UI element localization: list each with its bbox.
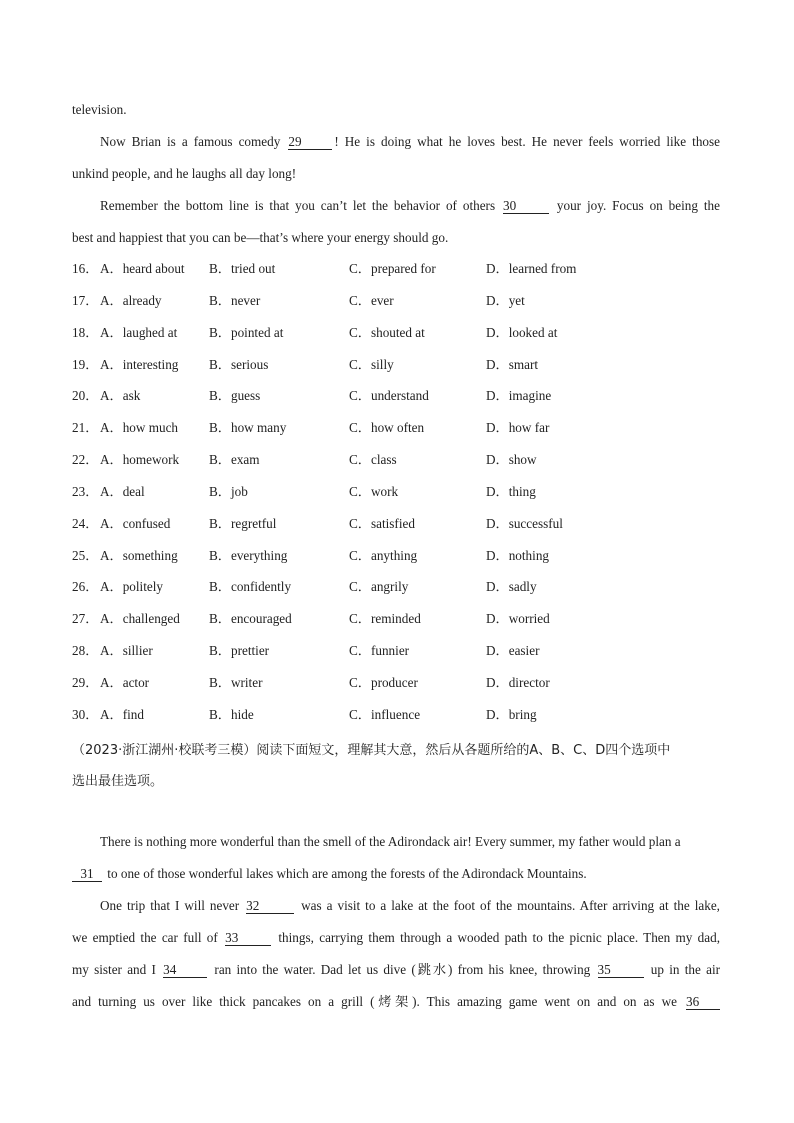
passage-line	[72, 993, 720, 1011]
passage-text: we emptied the car full of	[72, 930, 218, 945]
option-b: B．exam	[209, 452, 260, 468]
passage-text: was a visit to a lake at the foot of the mountains. After arriving at the lake,	[301, 898, 720, 913]
option-d: D．thing	[486, 483, 536, 499]
blank-33: 33	[225, 930, 271, 946]
option-b: B．hide	[209, 706, 254, 722]
question-number: 25．	[72, 547, 99, 563]
option-row	[72, 547, 720, 579]
passage-line: best and happiest that you can be—that’s where your energy should go.	[72, 230, 449, 245]
option-b: B．never	[209, 292, 261, 308]
passage-line: There is nothing more wonderful than the smell of the Adirondack air! Every summer, my father would plan a	[100, 834, 681, 849]
question-number: 17．	[72, 292, 99, 308]
option-d: D．yet	[486, 292, 525, 308]
option-row	[72, 674, 720, 706]
option-c: C．understand	[349, 388, 429, 404]
option-c: C．satisfied	[349, 515, 415, 531]
passage-line	[100, 133, 720, 151]
option-b: B．how many	[209, 420, 287, 436]
option-d: D．worried	[486, 611, 550, 627]
passage-text: your joy. Focus on being the	[556, 198, 720, 213]
option-a: A．laughed at	[100, 324, 178, 340]
option-b: B．pointed at	[209, 324, 284, 340]
option-c: C．anything	[349, 547, 418, 563]
blank-34: 34	[163, 962, 207, 978]
option-c: C．prepared for	[349, 261, 436, 276]
option-a: A．heard about	[100, 261, 185, 276]
option-a: A．something	[100, 547, 178, 563]
option-c: C．funnier	[349, 643, 410, 659]
option-d: D．director	[486, 674, 550, 690]
blank-35: 35	[598, 962, 644, 978]
option-b: B．guess	[209, 388, 261, 404]
question-number: 21．	[72, 420, 99, 436]
passage-line	[100, 197, 720, 215]
option-b: B．regretful	[209, 515, 277, 531]
option-c: C．class	[349, 452, 397, 468]
option-c: C．angrily	[349, 579, 409, 595]
option-row	[72, 292, 720, 324]
option-b: B．prettier	[209, 643, 270, 659]
passage-text: my sister and I	[72, 962, 156, 977]
option-row	[72, 610, 720, 642]
option-row	[72, 706, 720, 738]
option-d: D．smart	[486, 356, 539, 372]
option-c: C．shouted at	[349, 324, 425, 340]
option-b: B．confidently	[209, 579, 292, 595]
option-c: C．silly	[349, 356, 394, 372]
option-d: D．sadly	[486, 579, 537, 595]
option-row	[72, 356, 720, 388]
question-number: 20．	[72, 388, 99, 404]
option-a: A．already	[100, 292, 162, 308]
option-b: B．everything	[209, 547, 288, 563]
passage-text: up in the air	[650, 962, 721, 977]
section-heading: （2023·浙江湖州·校联考三模）阅读下面短文，理解其大意，然后从各题所给的A、B、C、D四个选项中	[72, 743, 671, 758]
options-list	[72, 260, 720, 738]
option-a: A．sillier	[100, 643, 153, 659]
question-number: 16．	[72, 261, 99, 276]
option-a: A．actor	[100, 674, 150, 690]
section-heading: 选出最佳选项。	[72, 774, 164, 789]
passage-line: unkind people, and he laughs all day long!	[72, 166, 297, 181]
passage-text: Now Brian is a famous comedy	[100, 134, 281, 149]
question-number: 27．	[72, 611, 99, 627]
passage-line	[72, 865, 720, 883]
option-row	[72, 324, 720, 356]
blank-32: 32	[246, 898, 294, 914]
passage-line	[100, 897, 720, 915]
question-number: 30．	[72, 706, 99, 722]
question-number: 23．	[72, 483, 99, 499]
option-row	[72, 260, 720, 292]
option-row	[72, 578, 720, 610]
passage-text: ! He is doing what he loves best. He never feels worried like those	[334, 134, 720, 149]
passage-text: ran into the water. Dad let us dive (跳水) from his knee, throwing	[214, 962, 591, 977]
option-b: B．tried out	[209, 261, 276, 276]
passage-line	[72, 929, 720, 947]
option-b: B．encouraged	[209, 611, 292, 627]
question-number: 26．	[72, 579, 99, 595]
option-row	[72, 483, 720, 515]
option-a: A．deal	[100, 483, 145, 499]
passage-text: Remember the bottom line is that you can’t let the behavior of others	[100, 198, 496, 213]
option-a: A．find	[100, 706, 144, 722]
blank-29: 29	[288, 134, 332, 150]
option-c: C．work	[349, 483, 399, 499]
option-c: C．ever	[349, 292, 394, 308]
option-d: D．easier	[486, 643, 540, 659]
option-a: A．confused	[100, 515, 171, 531]
option-a: A．ask	[100, 388, 141, 404]
passage-text: One trip that I will never	[100, 898, 240, 913]
option-a: A．homework	[100, 452, 180, 468]
option-c: C．reminded	[349, 611, 421, 627]
passage-text: things, carrying them through a wooded path to the picnic place. Then my dad,	[278, 930, 721, 945]
option-a: A．how much	[100, 420, 179, 436]
option-c: C．how often	[349, 420, 425, 436]
passage-text: to one of those wonderful lakes which are among the forests of the Adirondack Mountains.	[107, 866, 587, 881]
passage-text: and turning us over like thick pancakes on a grill (烤架). This amazing game went on and on as we	[72, 994, 677, 1009]
option-d: D．successful	[486, 515, 563, 531]
question-number: 28．	[72, 643, 99, 659]
passage-line	[72, 961, 720, 979]
option-row	[72, 451, 720, 483]
question-number: 22．	[72, 452, 99, 468]
option-d: D．nothing	[486, 547, 550, 563]
option-c: C．producer	[349, 674, 418, 690]
option-d: D．learned from	[486, 261, 577, 276]
option-a: A．challenged	[100, 611, 180, 627]
option-row	[72, 419, 720, 451]
blank-31: 31	[72, 866, 102, 882]
option-a: A．politely	[100, 579, 164, 595]
option-c: C．influence	[349, 706, 421, 722]
option-d: D．imagine	[486, 388, 552, 404]
blank-36: 36	[686, 994, 720, 1010]
option-row	[72, 642, 720, 674]
option-b: B．job	[209, 483, 248, 499]
question-number: 18．	[72, 324, 99, 340]
option-d: D．show	[486, 452, 537, 468]
option-a: A．interesting	[100, 356, 179, 372]
option-d: D．bring	[486, 706, 537, 722]
option-d: D．looked at	[486, 324, 558, 340]
question-number: 19．	[72, 356, 99, 372]
option-b: B．serious	[209, 356, 269, 372]
option-row	[72, 387, 720, 419]
blank-30: 30	[503, 198, 549, 214]
option-d: D．how far	[486, 420, 550, 436]
option-b: B．writer	[209, 674, 263, 690]
option-row	[72, 515, 720, 547]
question-number: 29．	[72, 674, 99, 690]
question-number: 24．	[72, 515, 99, 531]
passage-line: television.	[72, 102, 127, 117]
